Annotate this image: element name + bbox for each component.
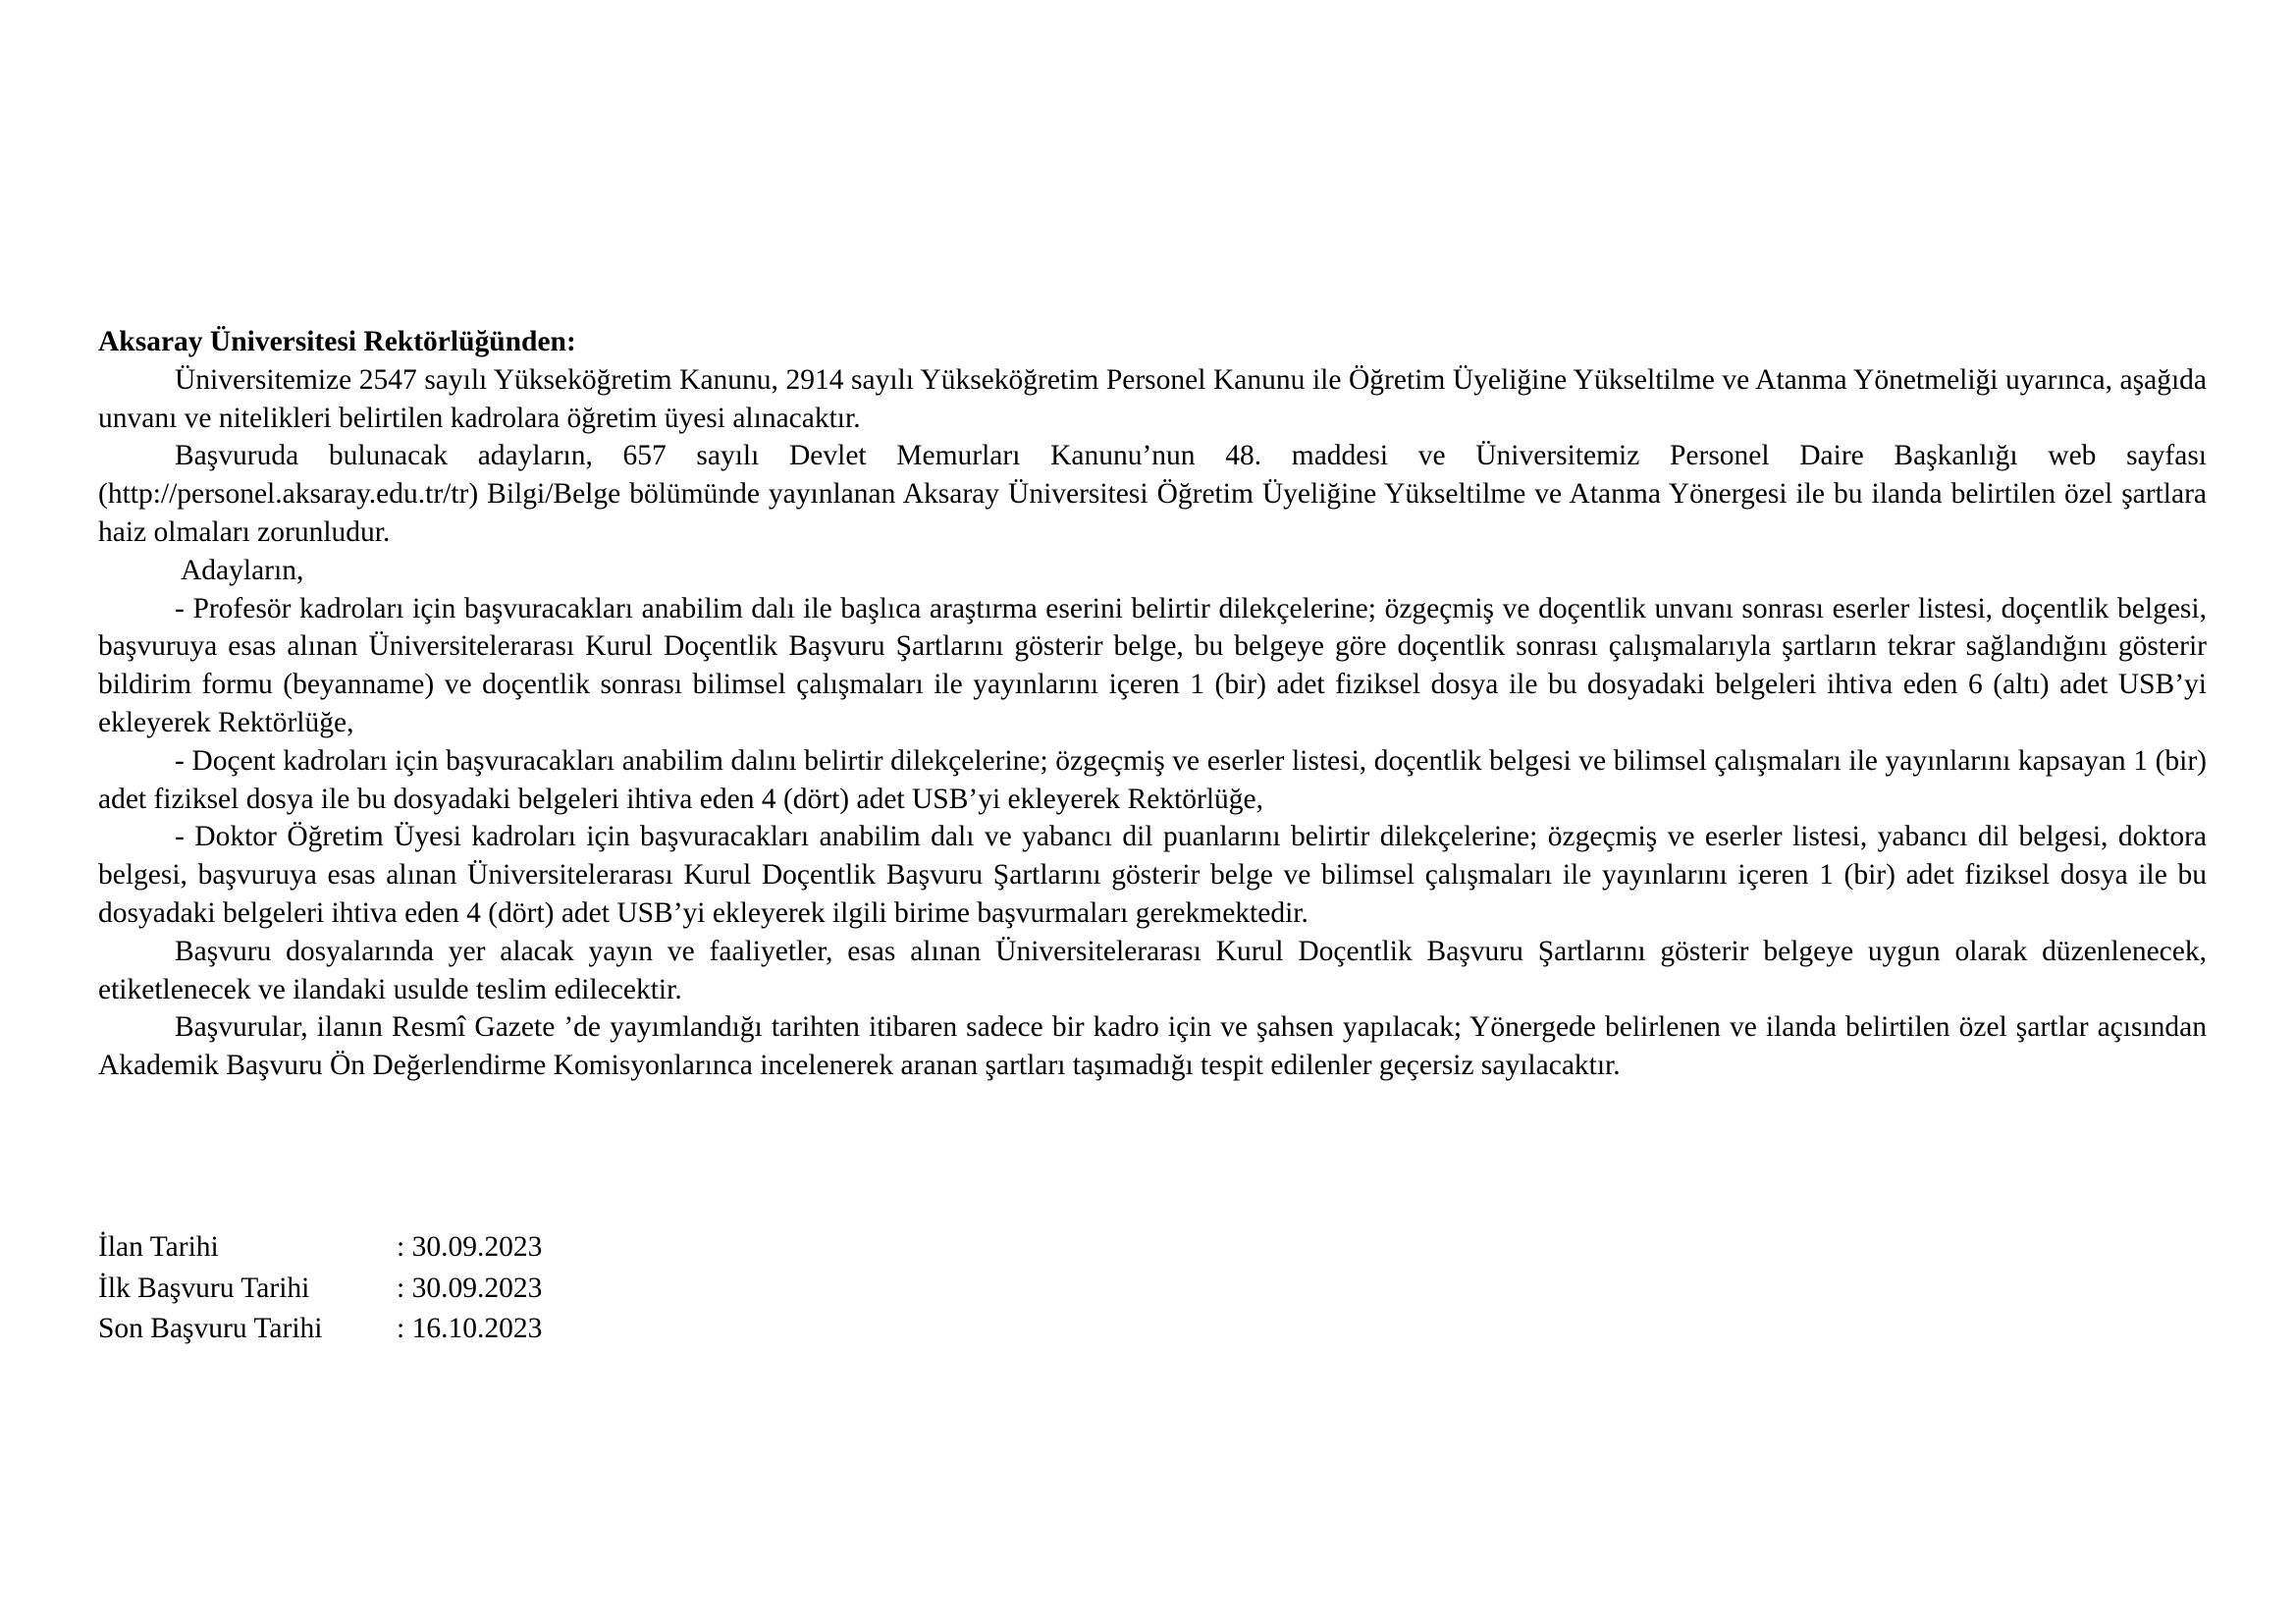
dates-table (98, 1227, 542, 1350)
paragraph-application-files: Başvuru dosyalarında yer alacak yayın ve faaliyetler, esas alınan Üniversitelerarası Kurul Doçentlik Başvuru Şartlarını gösterir belgeye uygun olarak düzenlenecek, etiketlenecek ve ilandaki usulde teslim edilecektir. (98, 935, 2207, 1005)
date-row-announcement (98, 1227, 542, 1269)
date-label: İlan Tarihi (98, 1231, 219, 1263)
date-row-last-application (98, 1309, 542, 1350)
paragraph-application-rules: Başvurular, ilanın Resmî Gazete ’de yayımlandığı tarihten itibaren sadece bir kadro için ve şahsen yapılacak; Yönergede belirlenen ve ilanda belirtilen özel şartlar açısından Akademik Başvuru Ön Değerlendirme Komisyonlarınca incelenerek aranan şartları taşımadığı tespit edilenler geçersiz sayılacaktır. (98, 1011, 2207, 1082)
date-label: İlk Başvuru Tarihi (98, 1272, 310, 1304)
date-value: : 30.09.2023 (397, 1231, 543, 1263)
paragraph-assistant-professor: - Doktor Öğretim Üyesi kadroları için başvuracakları anabilim dalı ve yabancı dil puanlarını belirtir dilekçelerine; özgeçmiş ve eserler listesi, yabancı dil belgesi, doktora belgesi, başvuruya esas alınan Üniversitelerarası Kurul Doçentlik Başvuru Şartlarını gösterir belge ve bilimsel çalışmaları ile yayınlarını içeren 1 (bir) adet fiziksel dosya ile bu dosyadaki belgeleri ihtiva eden 4 (dört) adet USB’yi ekleyerek ilgili birime başvurmaları gerekmektedir. (98, 821, 2207, 929)
date-value: : 16.10.2023 (397, 1313, 543, 1344)
date-row-first-application (98, 1269, 542, 1310)
paragraph-associate-professor: - Doçent kadroları için başvuracakları anabilim dalını belirtir dilekçelerine; özgeçmiş ve eserler listesi, doçentlik belgesi ve bilimsel çalışmaları ile yayınlarını kapsayan 1 (bir) adet fiziksel dosya ile bu dosyadaki belgeleri ihtiva eden 4 (dört) adet USB’yi ekleyerek Rektörlüğe, (98, 744, 2207, 815)
date-label: Son Başvuru Tarihi (98, 1313, 323, 1344)
document-heading: Aksaray Üniversitesi Rektörlüğünden: (98, 326, 576, 357)
announcement-body (98, 323, 2207, 1085)
paragraph-requirements: Başvuruda bulunacak adayların, 657 sayılı Devlet Memurları Kanunu’nun 48. maddesi ve Üniversitemiz Personel Daire Başkanlığı web sayfası (http://personel.aksaray.edu.tr/tr) Bilgi/Belge bölümünde yayınlanan Aksaray Üniversitesi Öğretim Üyeliğine Yükseltilme ve Atanma Yönergesi ile bu ilanda belirtilen özel şartlara haiz olmaları zorunludur. (98, 440, 2207, 548)
paragraph-intro: Üniversitemize 2547 sayılı Yükseköğretim Kanunu, 2914 sayılı Yükseköğretim Personel Kanunu ile Öğretim Üyeliğine Yükseltilme ve Atanma Yönetmeliği uyarınca, aşağıda unvanı ve nitelikleri belirtilen kadrolara öğretim üyesi alınacaktır. (98, 363, 2207, 434)
date-value: : 30.09.2023 (397, 1272, 543, 1304)
paragraph-candidates: Adayların, (181, 554, 304, 586)
paragraph-professor: - Profesör kadroları için başvuracakları anabilim dalı ile başlıca araştırma eserini belirtir dilekçelerine; özgeçmiş ve doçentlik unvanı sonrası eserler listesi, doçentlik belgesi, başvuruya esas alınan Üniversitelerarası Kurul Doçentlik Başvuru Şartlarını gösterir belge, bu belgeye göre doçentlik sonrası çalışmalarıyla şartların tekrar sağlandığını gösterir bildirim formu (beyanname) ve doçentlik sonrası bilimsel çalışmaları ile yayınlarını içeren 1 (bir) adet fiziksel dosya ile bu dosyadaki belgeleri ihtiva eden 6 (altı) adet USB’yi ekleyerek Rektörlüğe, (98, 592, 2207, 738)
